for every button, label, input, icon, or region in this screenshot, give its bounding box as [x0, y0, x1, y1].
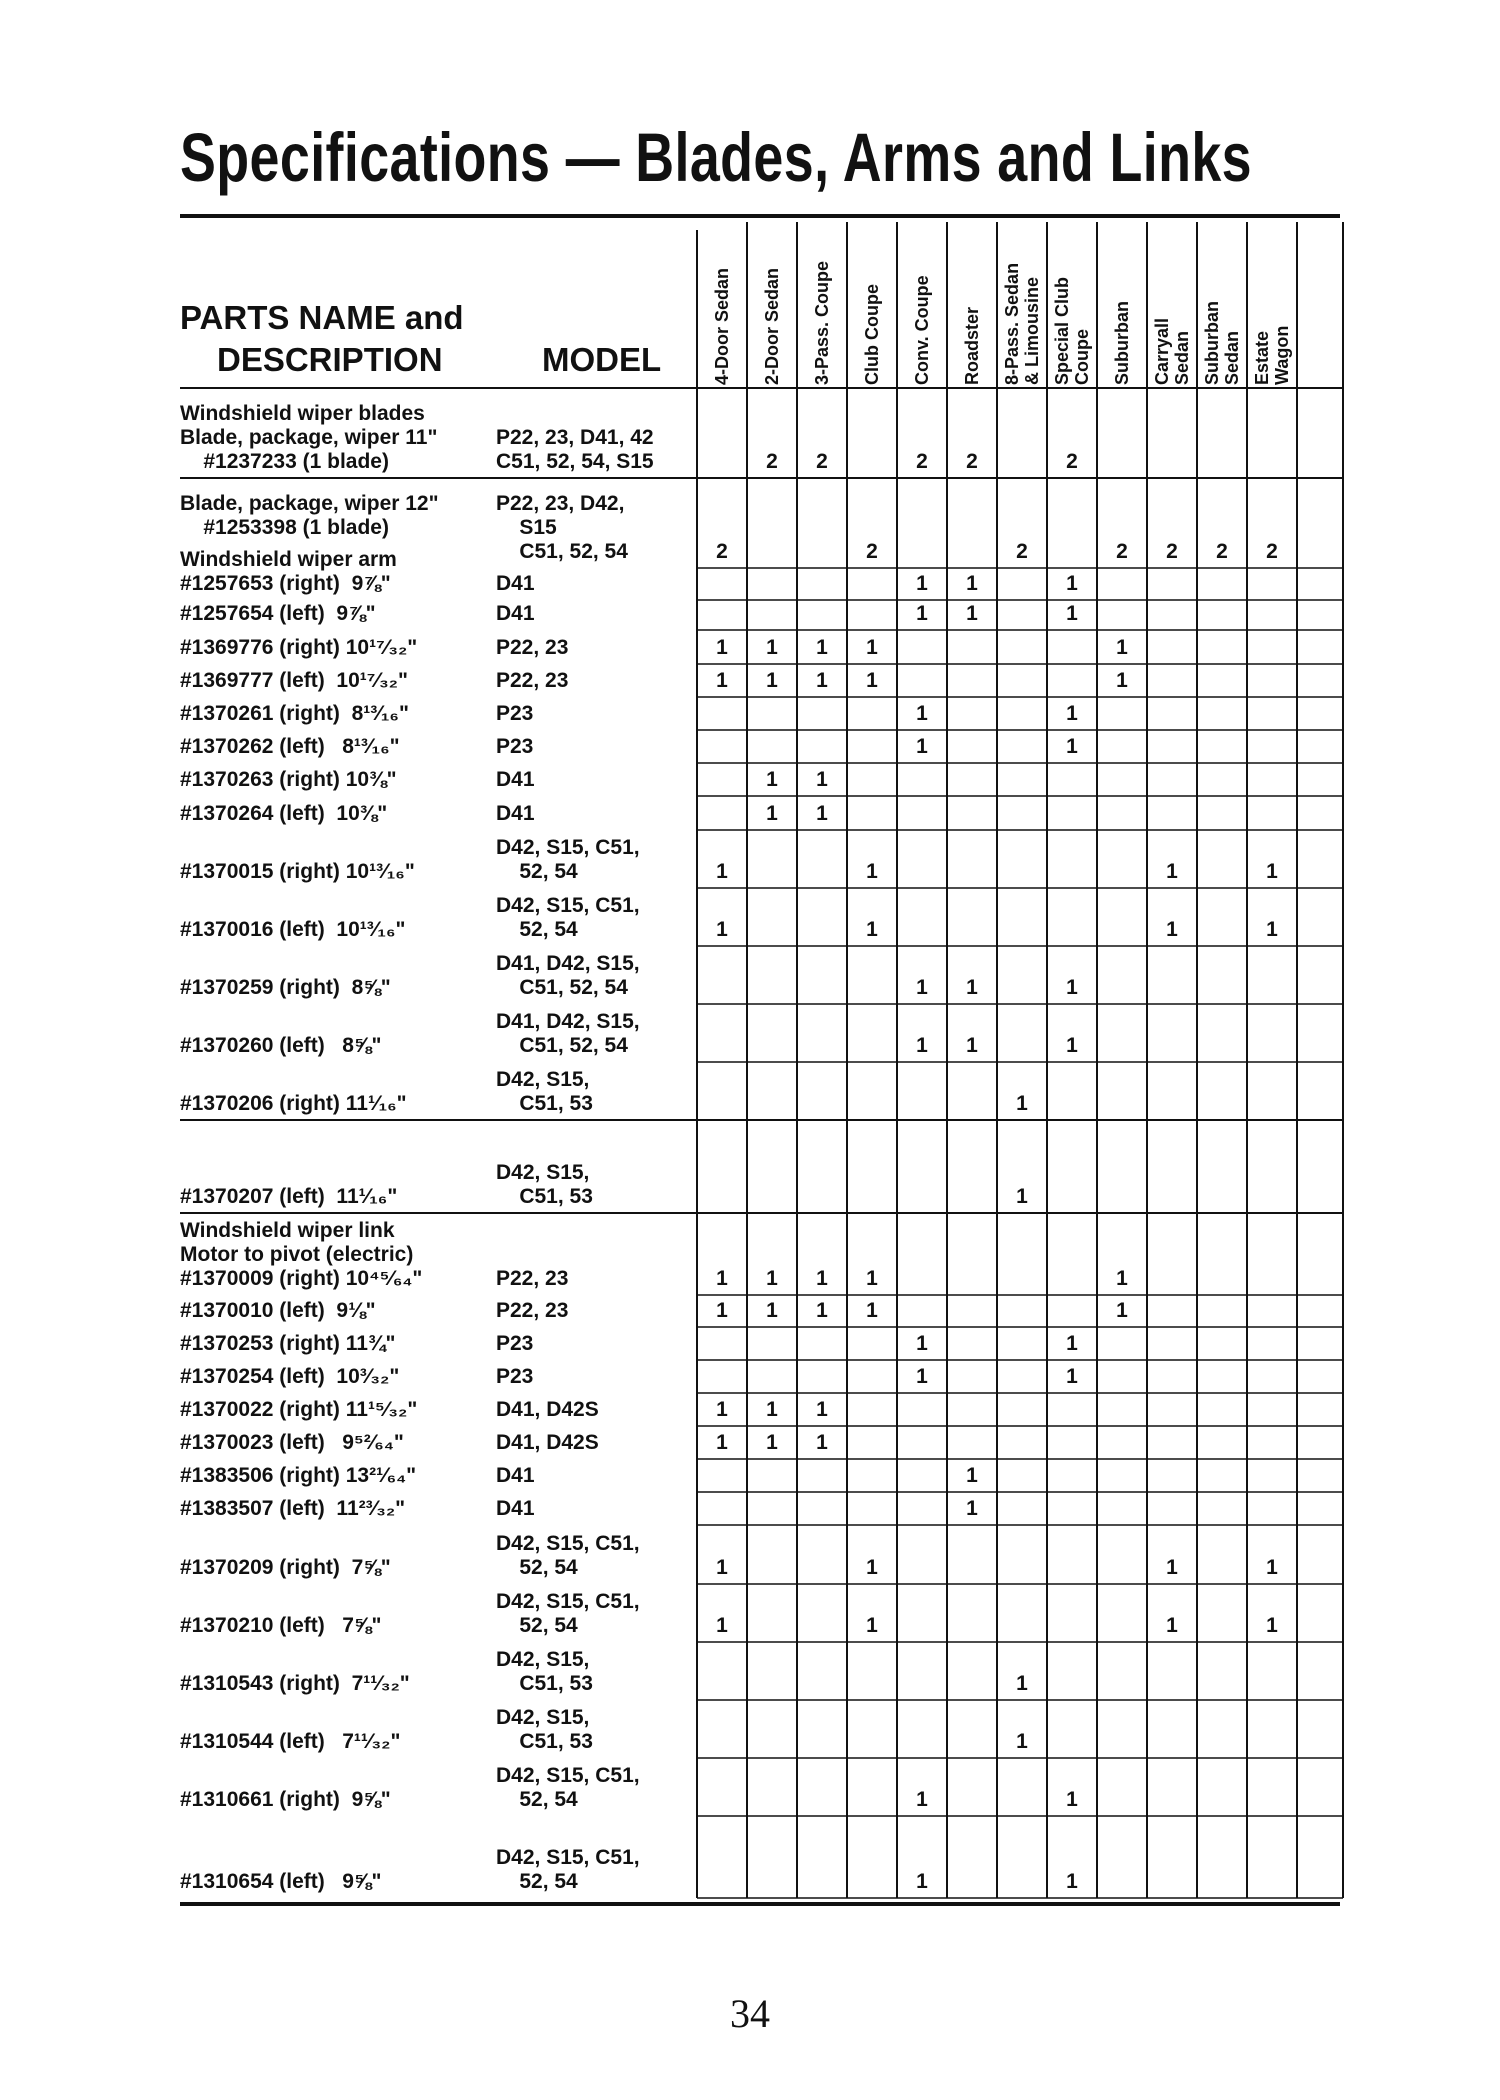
model-code: C51, 53	[496, 1092, 593, 1115]
column-header-line: Sedan	[1222, 330, 1242, 385]
quantity-cell: 1	[816, 768, 828, 791]
model-code: C51, 53	[496, 1185, 593, 1208]
column-header-line: Carryall	[1152, 317, 1172, 385]
model-code: D41	[496, 602, 535, 625]
model-code: D42, S15, C51,	[496, 894, 640, 917]
quantity-cell: 1	[1166, 860, 1178, 883]
quantity-cell: 2	[766, 450, 778, 473]
quantity-cell: 1	[816, 1398, 828, 1421]
model-code: D42, S15,	[496, 1068, 590, 1091]
quantity-cell: 1	[766, 1299, 778, 1322]
quantity-cell: 1	[916, 1870, 928, 1893]
quantity-cell: 1	[966, 1034, 978, 1057]
quantity-cell: 1	[1066, 572, 1078, 595]
quantity-cell: 1	[866, 636, 878, 659]
column-header	[1252, 326, 1292, 385]
quantity-cell: 2	[1266, 540, 1278, 563]
quantity-cell: 1	[866, 918, 878, 941]
quantity-cell: 1	[1166, 1614, 1178, 1637]
part-description: #1237233 (1 blade)	[180, 450, 389, 473]
column-header	[712, 268, 732, 385]
quantity-cell: 1	[766, 1431, 778, 1454]
model-code: C51, 52, 54	[496, 976, 628, 999]
part-description: #1370262 (left) 8¹³⁄₁₆"	[180, 735, 400, 758]
part-description: #1370263 (right) 10⅜"	[180, 768, 397, 791]
column-header-line: Suburban	[1112, 301, 1132, 385]
quantity-cell: 1	[966, 1464, 978, 1487]
quantity-cell: 1	[866, 1556, 878, 1579]
column-header	[1112, 301, 1132, 385]
part-description: #1370009 (right) 10⁴⁵⁄₆₄"	[180, 1267, 423, 1290]
part-description: #1370254 (left) 10³⁄₃₂"	[180, 1365, 400, 1388]
quantity-cell: 1	[1016, 1672, 1028, 1695]
quantity-cell: 1	[1066, 1365, 1078, 1388]
column-header-line: Coupe	[1072, 329, 1092, 385]
quantity-cell: 1	[1066, 1870, 1078, 1893]
part-description: #1370015 (right) 10¹³⁄₁₆"	[180, 860, 415, 883]
model-code: D41	[496, 768, 535, 791]
quantity-cell: 2	[716, 540, 728, 563]
quantity-cell: 1	[1066, 602, 1078, 625]
model-code: D41	[496, 1497, 535, 1520]
quantity-cell: 1	[1116, 1299, 1128, 1322]
model-code: D42, S15,	[496, 1648, 590, 1671]
quantity-cell: 1	[916, 976, 928, 999]
quantity-cell: 1	[916, 735, 928, 758]
part-description: #1370206 (right) 11¹⁄₁₆"	[180, 1092, 407, 1115]
model-code: P23	[496, 702, 534, 725]
quantity-cell: 1	[716, 1431, 728, 1454]
table-header-left	[180, 225, 670, 383]
quantity-cell: 1	[1266, 860, 1278, 883]
quantity-cell: 1	[916, 1332, 928, 1355]
quantity-cell: 1	[816, 1431, 828, 1454]
model-code: 52, 54	[496, 1870, 578, 1893]
quantity-cell: 1	[766, 802, 778, 825]
quantity-cell: 1	[1016, 1730, 1028, 1753]
quantity-cell: 1	[866, 860, 878, 883]
quantity-cell: 1	[916, 1788, 928, 1811]
quantity-cell: 1	[1266, 1614, 1278, 1637]
quantity-cell: 1	[916, 702, 928, 725]
column-header	[862, 284, 882, 385]
column-header-line: & Limousine	[1022, 276, 1042, 385]
part-description: #1370010 (left) 9⅛"	[180, 1299, 376, 1322]
part-description: #1257653 (right) 9⅞"	[180, 572, 391, 595]
quantity-cell: 1	[816, 636, 828, 659]
quantity-cell: 1	[966, 572, 978, 595]
quantity-cell: 1	[1166, 1556, 1178, 1579]
quantity-cell: 1	[916, 1034, 928, 1057]
column-header	[1052, 277, 1092, 385]
quantity-cell: 1	[716, 669, 728, 692]
part-description: #1383506 (right) 13²¹⁄₆₄"	[180, 1464, 417, 1487]
model-code: D42, S15, C51,	[496, 1764, 640, 1787]
model-code: D42, S15,	[496, 1161, 590, 1184]
model-code: 52, 54	[496, 860, 578, 883]
column-header-line: Suburban	[1202, 301, 1222, 385]
model-code: D41	[496, 1464, 535, 1487]
quantity-cell: 2	[1016, 540, 1028, 563]
part-description: #1369776 (right) 10¹⁷⁄₃₂"	[180, 636, 418, 659]
column-header-line: 2-Door Sedan	[762, 267, 782, 385]
part-description: #1370260 (left) 8⅝"	[180, 1034, 382, 1057]
part-description: #1370264 (left) 10⅜"	[180, 802, 388, 825]
model-code: P22, 23, D41, 42	[496, 426, 654, 449]
column-header-line: Estate	[1252, 330, 1272, 385]
part-description: #1370022 (right) 11¹⁵⁄₃₂"	[180, 1398, 418, 1421]
description-header: DESCRIPTION	[217, 341, 443, 378]
part-description: Windshield wiper arm	[180, 548, 397, 571]
page-title: Specifications — Blades, Arms and Links	[180, 119, 1252, 196]
column-header-line: Conv. Coupe	[912, 275, 932, 385]
model-code: D42, S15, C51,	[496, 1846, 640, 1869]
quantity-cell: 1	[766, 768, 778, 791]
model-code: D41	[496, 572, 535, 595]
column-header	[962, 307, 982, 385]
model-code: D41	[496, 802, 535, 825]
part-description: #1370259 (right) 8⅝"	[180, 976, 391, 999]
part-description: #1310654 (left) 9⅝"	[180, 1870, 382, 1893]
quantity-cell: 1	[766, 1267, 778, 1290]
quantity-cell: 1	[1266, 918, 1278, 941]
column-header-line: Roadster	[962, 306, 982, 385]
quantity-cell: 1	[716, 1614, 728, 1637]
part-description: Blade, package, wiper 11"	[180, 426, 438, 449]
model-code: C51, 52, 54	[496, 540, 628, 563]
model-code: P22, 23	[496, 669, 569, 692]
part-description: Motor to pivot (electric)	[180, 1243, 414, 1266]
model-code: D41, D42, S15,	[496, 1010, 640, 1033]
quantity-cell: 2	[1066, 450, 1078, 473]
part-description: #1310543 (right) 7¹¹⁄₃₂"	[180, 1672, 410, 1695]
column-header-line: 8-Pass. Sedan	[1002, 262, 1022, 385]
quantity-cell: 1	[816, 1299, 828, 1322]
column-header-line: Club Coupe	[862, 284, 882, 385]
column-header	[912, 275, 932, 385]
model-code: D42, S15, C51,	[496, 1532, 640, 1555]
part-description: #1257654 (left) 9⅞"	[180, 602, 376, 625]
quantity-cell: 1	[1166, 918, 1178, 941]
part-description: #1369777 (left) 10¹⁷⁄₃₂"	[180, 669, 408, 692]
quantity-cell: 1	[716, 860, 728, 883]
quantity-cell: 1	[1066, 1034, 1078, 1057]
model-code: 52, 54	[496, 918, 578, 941]
part-description: Windshield wiper blades	[180, 402, 425, 425]
part-description: #1370210 (left) 7⅝"	[180, 1614, 382, 1637]
quantity-cell: 1	[866, 1299, 878, 1322]
column-header-line: 3-Pass. Coupe	[812, 260, 832, 385]
part-description: #1253398 (1 blade)	[180, 516, 389, 539]
column-header	[812, 261, 832, 385]
quantity-cell: 1	[816, 802, 828, 825]
quantity-cell: 1	[1066, 976, 1078, 999]
model-code: D41, D42S	[496, 1431, 599, 1454]
model-code: 52, 54	[496, 1614, 578, 1637]
quantity-cell: 1	[916, 572, 928, 595]
part-description: #1370253 (right) 11¾"	[180, 1332, 396, 1355]
quantity-cell: 2	[916, 450, 928, 473]
model-code: C51, 53	[496, 1730, 593, 1753]
quantity-cell: 1	[966, 976, 978, 999]
column-header	[1002, 263, 1042, 385]
quantity-cell: 1	[1116, 1267, 1128, 1290]
quantity-cell: 1	[1066, 735, 1078, 758]
quantity-cell: 1	[1116, 636, 1128, 659]
column-header-line: Wagon	[1272, 325, 1292, 385]
quantity-cell: 1	[766, 1398, 778, 1421]
part-description: Blade, package, wiper 12"	[180, 492, 439, 515]
quantity-cell: 1	[766, 669, 778, 692]
model-code: C51, 52, 54, S15	[496, 450, 654, 473]
top-rule	[180, 214, 1340, 218]
quantity-cell: 2	[1216, 540, 1228, 563]
quantity-cell: 1	[716, 918, 728, 941]
part-description: #1370261 (right) 8¹³⁄₁₆"	[180, 702, 409, 725]
page-number: 34	[730, 1991, 770, 2036]
quantity-cell: 1	[866, 1267, 878, 1290]
column-header	[1202, 301, 1242, 385]
model-code: D41, D42S	[496, 1398, 599, 1421]
quantity-cell: 2	[1166, 540, 1178, 563]
column-header	[762, 268, 782, 385]
model-code: D42, S15, C51,	[496, 1590, 640, 1613]
quantity-cell: 2	[1116, 540, 1128, 563]
parts-name-header: PARTS NAME and	[180, 299, 464, 336]
quantity-cell: 2	[816, 450, 828, 473]
quantity-cell: 1	[1066, 1332, 1078, 1355]
quantity-cell: 1	[1066, 702, 1078, 725]
quantity-cell: 1	[1016, 1092, 1028, 1115]
quantity-cell: 1	[816, 669, 828, 692]
quantity-cell: 1	[1016, 1185, 1028, 1208]
part-description: #1370016 (left) 10¹³⁄₁₆"	[180, 918, 406, 941]
quantity-cell: 1	[866, 1614, 878, 1637]
model-code: D42, S15,	[496, 1706, 590, 1729]
quantity-cell: 1	[866, 669, 878, 692]
quantity-cell: 1	[716, 1556, 728, 1579]
model-code: P23	[496, 1365, 534, 1388]
part-description: #1383507 (left) 11²³⁄₃₂"	[180, 1497, 406, 1520]
model-code: 52, 54	[496, 1788, 578, 1811]
column-header-line: Sedan	[1172, 330, 1192, 385]
quantity-cell: 2	[966, 450, 978, 473]
model-code: P23	[496, 735, 534, 758]
model-code: C51, 52, 54	[496, 1034, 628, 1057]
quantity-cell: 1	[766, 636, 778, 659]
model-code: P22, 23	[496, 1267, 569, 1290]
part-description: #1310544 (left) 7¹¹⁄₃₂"	[180, 1730, 401, 1753]
quantity-cell: 1	[716, 1299, 728, 1322]
model-code: S15	[496, 516, 557, 539]
quantity-cell: 1	[916, 1365, 928, 1388]
quantity-cell: 1	[716, 1267, 728, 1290]
model-code: P22, 23	[496, 636, 569, 659]
model-code: D42, S15, C51,	[496, 836, 640, 859]
quantity-cell: 1	[1066, 1788, 1078, 1811]
quantity-cell: 1	[716, 1398, 728, 1421]
quantity-cell: 1	[716, 636, 728, 659]
quantity-cell: 2	[866, 540, 878, 563]
column-header-line: Special Club	[1052, 276, 1072, 385]
model-code: P22, 23	[496, 1299, 569, 1322]
quantity-cell: 1	[916, 602, 928, 625]
quantity-cell: 1	[1116, 669, 1128, 692]
part-description: Windshield wiper link	[180, 1219, 395, 1242]
column-header	[1152, 318, 1192, 385]
bottom-rule	[180, 1902, 1340, 1906]
quantity-cell: 1	[966, 1497, 978, 1520]
part-description: #1370023 (left) 9⁵²⁄₆₄"	[180, 1431, 404, 1454]
quantity-cell: 1	[1266, 1556, 1278, 1579]
quantity-cell: 1	[966, 602, 978, 625]
quantity-cell: 1	[816, 1267, 828, 1290]
model-code: 52, 54	[496, 1556, 578, 1579]
model-code: P23	[496, 1332, 534, 1355]
part-description: #1370207 (left) 11¹⁄₁₆"	[180, 1185, 398, 1208]
part-description: #1310661 (right) 9⅝"	[180, 1788, 391, 1811]
model-code: P22, 23, D42,	[496, 492, 625, 515]
part-description: #1370209 (right) 7⅝"	[180, 1556, 391, 1579]
model-code: D41, D42, S15,	[496, 952, 640, 975]
model-code: C51, 53	[496, 1672, 593, 1695]
column-header-line: 4-Door Sedan	[712, 267, 732, 385]
model-header: MODEL	[542, 341, 662, 378]
